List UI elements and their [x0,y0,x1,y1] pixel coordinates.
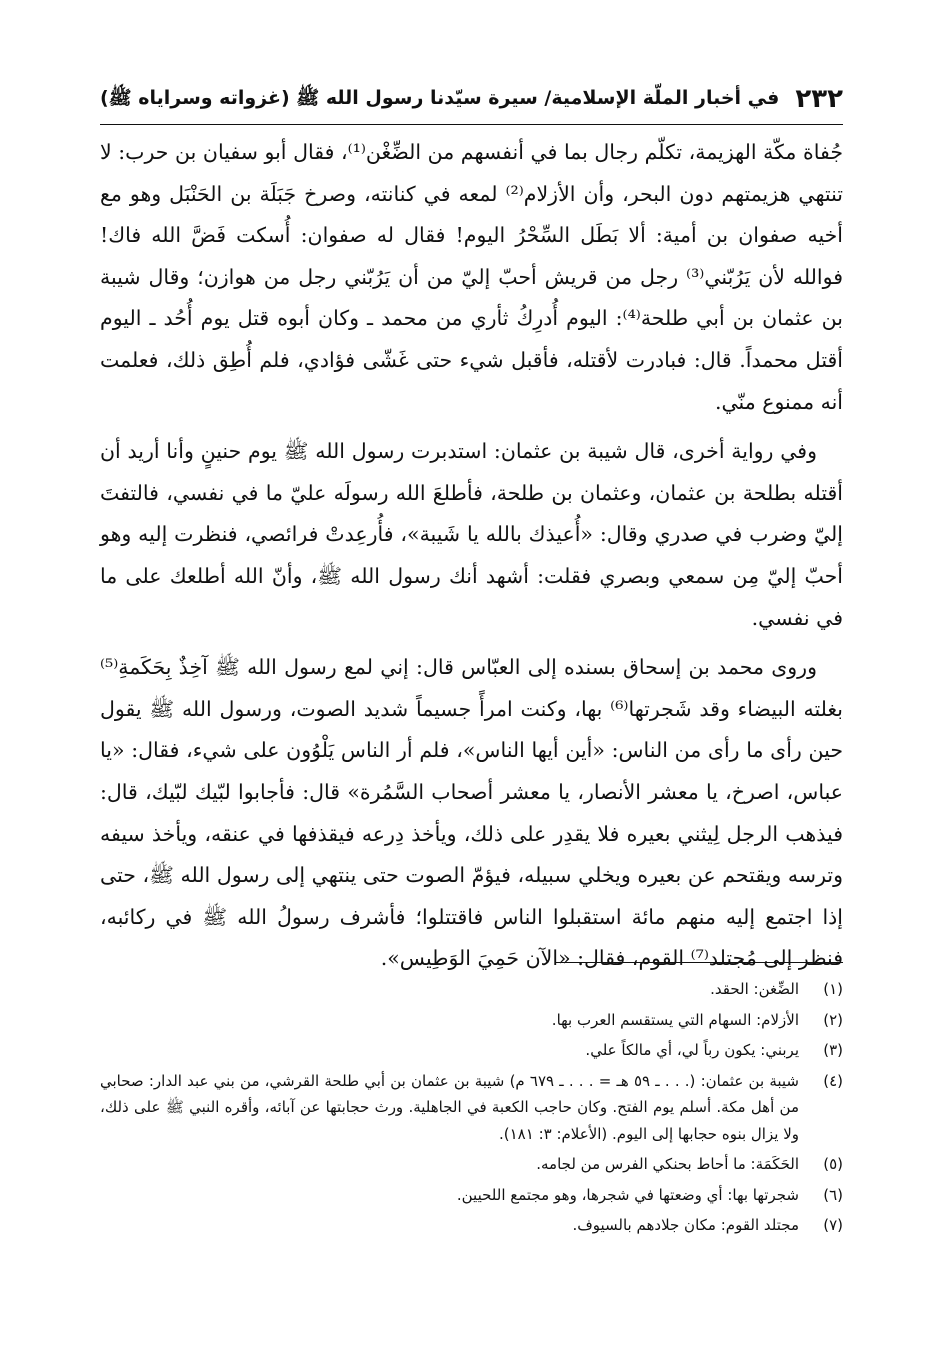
footnote-text: الأزلام: السهام التي يستقسم العرب بها. [551,1010,799,1029]
footnote-text: شيبة بن عثمان: (. . . ـ ٥٩ هـ = . . . ـ ٦٧٩ م) شيبة بن عثمان بن أبي طلحة القرشي، من بني عبد الدار: صحابي من أهل مكة. أسلم يوم الفتح. وكان حاجب الكعبة في الجاهلية. ورث حجابتها عن آبائه، وأقره النبي ﷺ على ذلك، ولا يزال بنوه حجابها إلى اليوم. (الأعلام: ٣: ١٨١). [100,1071,799,1143]
footnote-number: (٧) [823,1216,843,1234]
footnotes [100,976,843,1243]
footnote-number: (٤) [823,1071,843,1090]
footnote [100,976,843,1003]
footnote-number: (٢) [823,1010,843,1029]
footnote-text: مجتلد القوم: مكان جلادهم بالسيوف. [572,1216,799,1234]
footnote-number: (٥) [823,1155,843,1173]
footnote [100,1037,843,1064]
footnote-number: (١) [823,980,843,998]
footnote-number: (٣) [823,1041,843,1059]
footnote [100,1182,843,1209]
footnote [100,1068,843,1148]
footnote [100,1151,843,1178]
page-header [100,78,843,122]
body-text [100,132,843,988]
footnote-text: شجرتها بها: أي وضعتها في شجرها، وهو مجتمع اللحيين. [456,1185,799,1204]
header-rule [100,124,843,125]
footnote-rule [555,962,843,963]
footnote-text: الضِّغن: الحقد. [710,980,799,998]
paragraph: وروى محمد بن إسحاق بسنده إلى العبّاس قال: إني لمع رسول الله ﷺ آخِذٌ بِحَكَمةِ⁽⁵⁾ بغلته البيضاء وقد شَجرتها⁽⁶⁾ بها، وكنت امرأً جسيماً شديد الصوت، ورسول الله ﷺ يقول حين رأى ما رأى من الناس: «أين أيها الناس»، فلم أر الناس يَلْوُون على شيء، فقال: «يا عباس، اصرخ، يا معشر الأنصار، يا معشر أصحاب السَّمُرة» قال: فأجابوا لبّيك لبّيك، قال: فيذهب الرجل لِيثني بعيره فلا يقدِر على ذلك، ويأخذ دِرعه فيقذفها في عنقه، ويأخذ سيفه وترسه ويقتحم عن بعيره ويخلي سبيله، فيؤمّ الصوت حتى ينتهي إلى رسول الله ﷺ، حتى إذا اجتمع إليه منهم مائة استقبلوا الناس فاقتتلوا؛ فأشرف رسولُ الله ﷺ في ركائبه، فنظر إلى مُجتلد⁽⁷⁾ القوم، فقال: «الآن حَمِيَ الوَطِيس». [100,655,844,971]
paragraph: وفي رواية أخرى، قال شيبة بن عثمان: استدبرت رسول الله ﷺ يوم حنينٍ وأنا أريد أن أقتله بطلحة بن عثمان، وعثمان بن طلحة، فأطلعَ الله رسولَه عليّ ما في نفسي، فالتفتَ إليّ وضرب في صدري وقال: «أُعيذك بالله يا شَيبة»، فأُرعِدتْ فرائصي، فنظرت إليه وهو أحبّ إليّ مِن سمعي وبصري فقلت: أشهد أنك رسول الله ﷺ، وأنّ الله أطلعك على ما في نفسي. [100,439,843,630]
footnote-text: يربني: يكون رباً لي، أي مالكاً علي. [585,1041,799,1059]
footnote-number: (٦) [823,1185,843,1204]
footnote [100,1007,843,1034]
running-head: في أخبار الملّة الإسلامية/ سيرة سيّدنا رسول الله ﷺ (غزواته وسراياه ﷺ) [100,87,780,109]
page-number: ٢٣٢ [795,84,843,114]
footnote-text: الحَكَمَة: ما أحاط بحنكي الفرس من لجامه. [536,1155,799,1173]
paragraph: جُفاة مكّة الهزيمة، تكلّم رجال بما في أنفسهم من الضِّغْن⁽¹⁾، فقال أبو سفيان بن حرب: لا تنتهي هزيمتهم دون البحر، وأن الأزلام⁽²⁾ لمعه في كنانته، وصرخ جَبَلَة بن الحَنْبَل وهو مع أخيه صفوان بن أمية: ألا بَطَل السِّحْرُ اليوم! فقال له صفوان: أُسكت فَضَّ الله فاك! فوالله لأن يَرُبّني⁽³⁾ رجل من قريش أحبّ إليّ من أن يَرُبّني رجل من هوازن؛ وقال شيبة بن عثمان بن أبي طلحة⁽⁴⁾: اليوم أُدرِكُ ثأري من محمد ـ وكان أبوه قتل يوم أُحُد ـ اليوم أقتل محمداً. قال: فبادرت لأقتله، فأقبل شيء حتى غَشّى فؤادي، فلم أُطِق ذلك، فعلمت أنه ممنوع منّي. [100,140,843,414]
footnote [100,1212,843,1239]
